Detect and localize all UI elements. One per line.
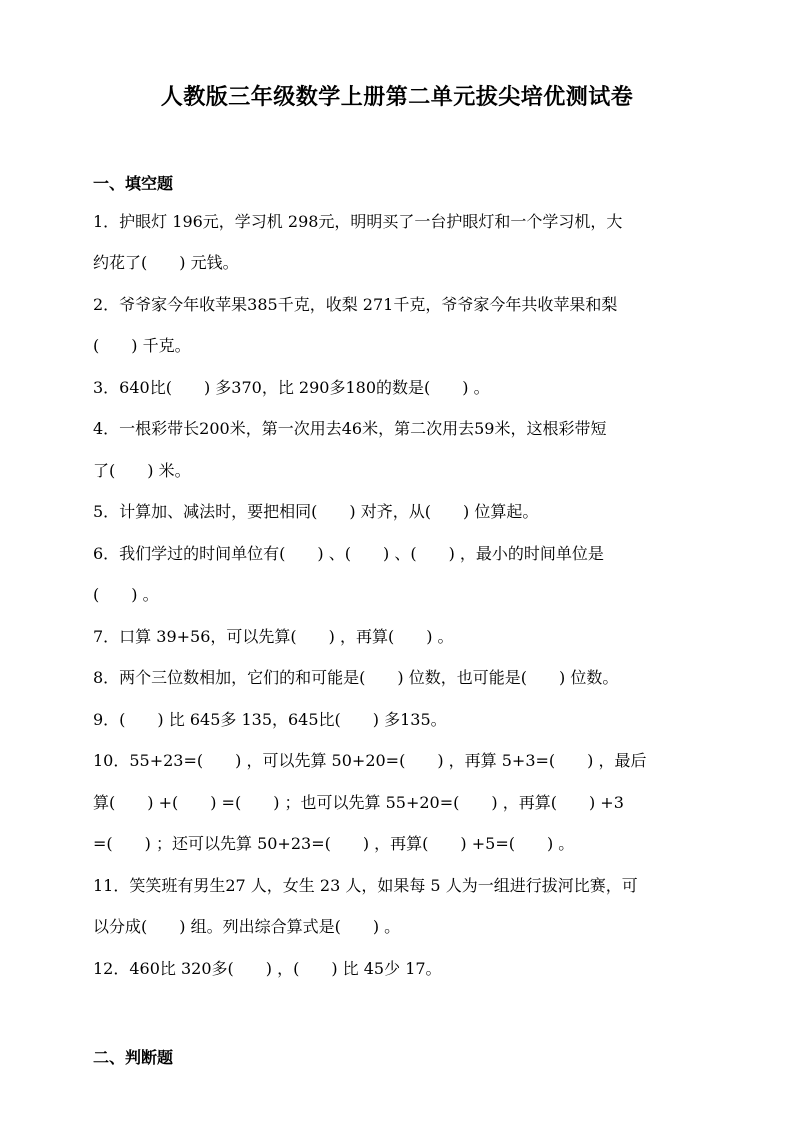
- question-line: 4．一根彩带长200米，第一次用去46米，第二次用去59米，这根彩带短: [93, 419, 607, 438]
- question-line: 2．爷爷家今年收苹果385千克，收梨 271千克，爷爷家今年共收苹果和梨: [93, 295, 618, 314]
- question-line: 3．640比( ) 多370，比 290多180的数是( ) 。: [93, 378, 490, 397]
- question-line: 了( ) 米。: [93, 461, 191, 480]
- question-line: 9．( ) 比 645多 135，645比( ) 多135。: [93, 710, 447, 729]
- question-line: =( ) ；还可以先算 50+23=( ) ，再算( ) +5=( ) 。: [93, 834, 575, 853]
- question-line: 11．笑笑班有男生27 人，女生 23 人，如果每 5 人为一组进行拔河比赛，可: [93, 876, 638, 895]
- question-line: 7．口算 39+56，可以先算( ) ，再算( ) 。: [93, 627, 454, 646]
- page-title: 人教版三年级数学上册第二单元拔尖培优测试卷: [160, 84, 634, 110]
- section-heading-true-false: 二、判断题: [93, 1048, 174, 1067]
- question-line: 10．55+23=( ) ，可以先算 50+20=( ) ，再算 5+3=( ) ，最后: [93, 751, 647, 770]
- question-line: 8．两个三位数相加，它们的和可能是( ) 位数，也可能是( ) 位数。: [93, 668, 619, 687]
- question-line: 1．护眼灯 196元，学习机 298元，明明买了一台护眼灯和一个学习机，大: [93, 212, 623, 231]
- question-line: 6．我们学过的时间单位有( ) 、( ) 、( ) ，最小的时间单位是: [93, 544, 604, 563]
- question-line: 5．计算加、减法时，要把相同( ) 对齐，从( ) 位算起。: [93, 502, 539, 521]
- question-line: 约花了( ) 元钱。: [93, 253, 239, 272]
- question-line: ( ) 千克。: [93, 336, 191, 355]
- question-line: ( ) 。: [93, 585, 159, 604]
- question-line: 以分成( ) 组。列出综合算式是( ) 。: [93, 917, 401, 936]
- question-line: 12．460比 320多( ) ，( ) 比 45少 17。: [93, 959, 442, 978]
- section-heading-fill-blank: 一、填空题: [93, 174, 174, 193]
- question-line: 算( ) +( ) =( ) ；也可以先算 55+20=( ) ，再算( ) +3: [93, 793, 624, 812]
